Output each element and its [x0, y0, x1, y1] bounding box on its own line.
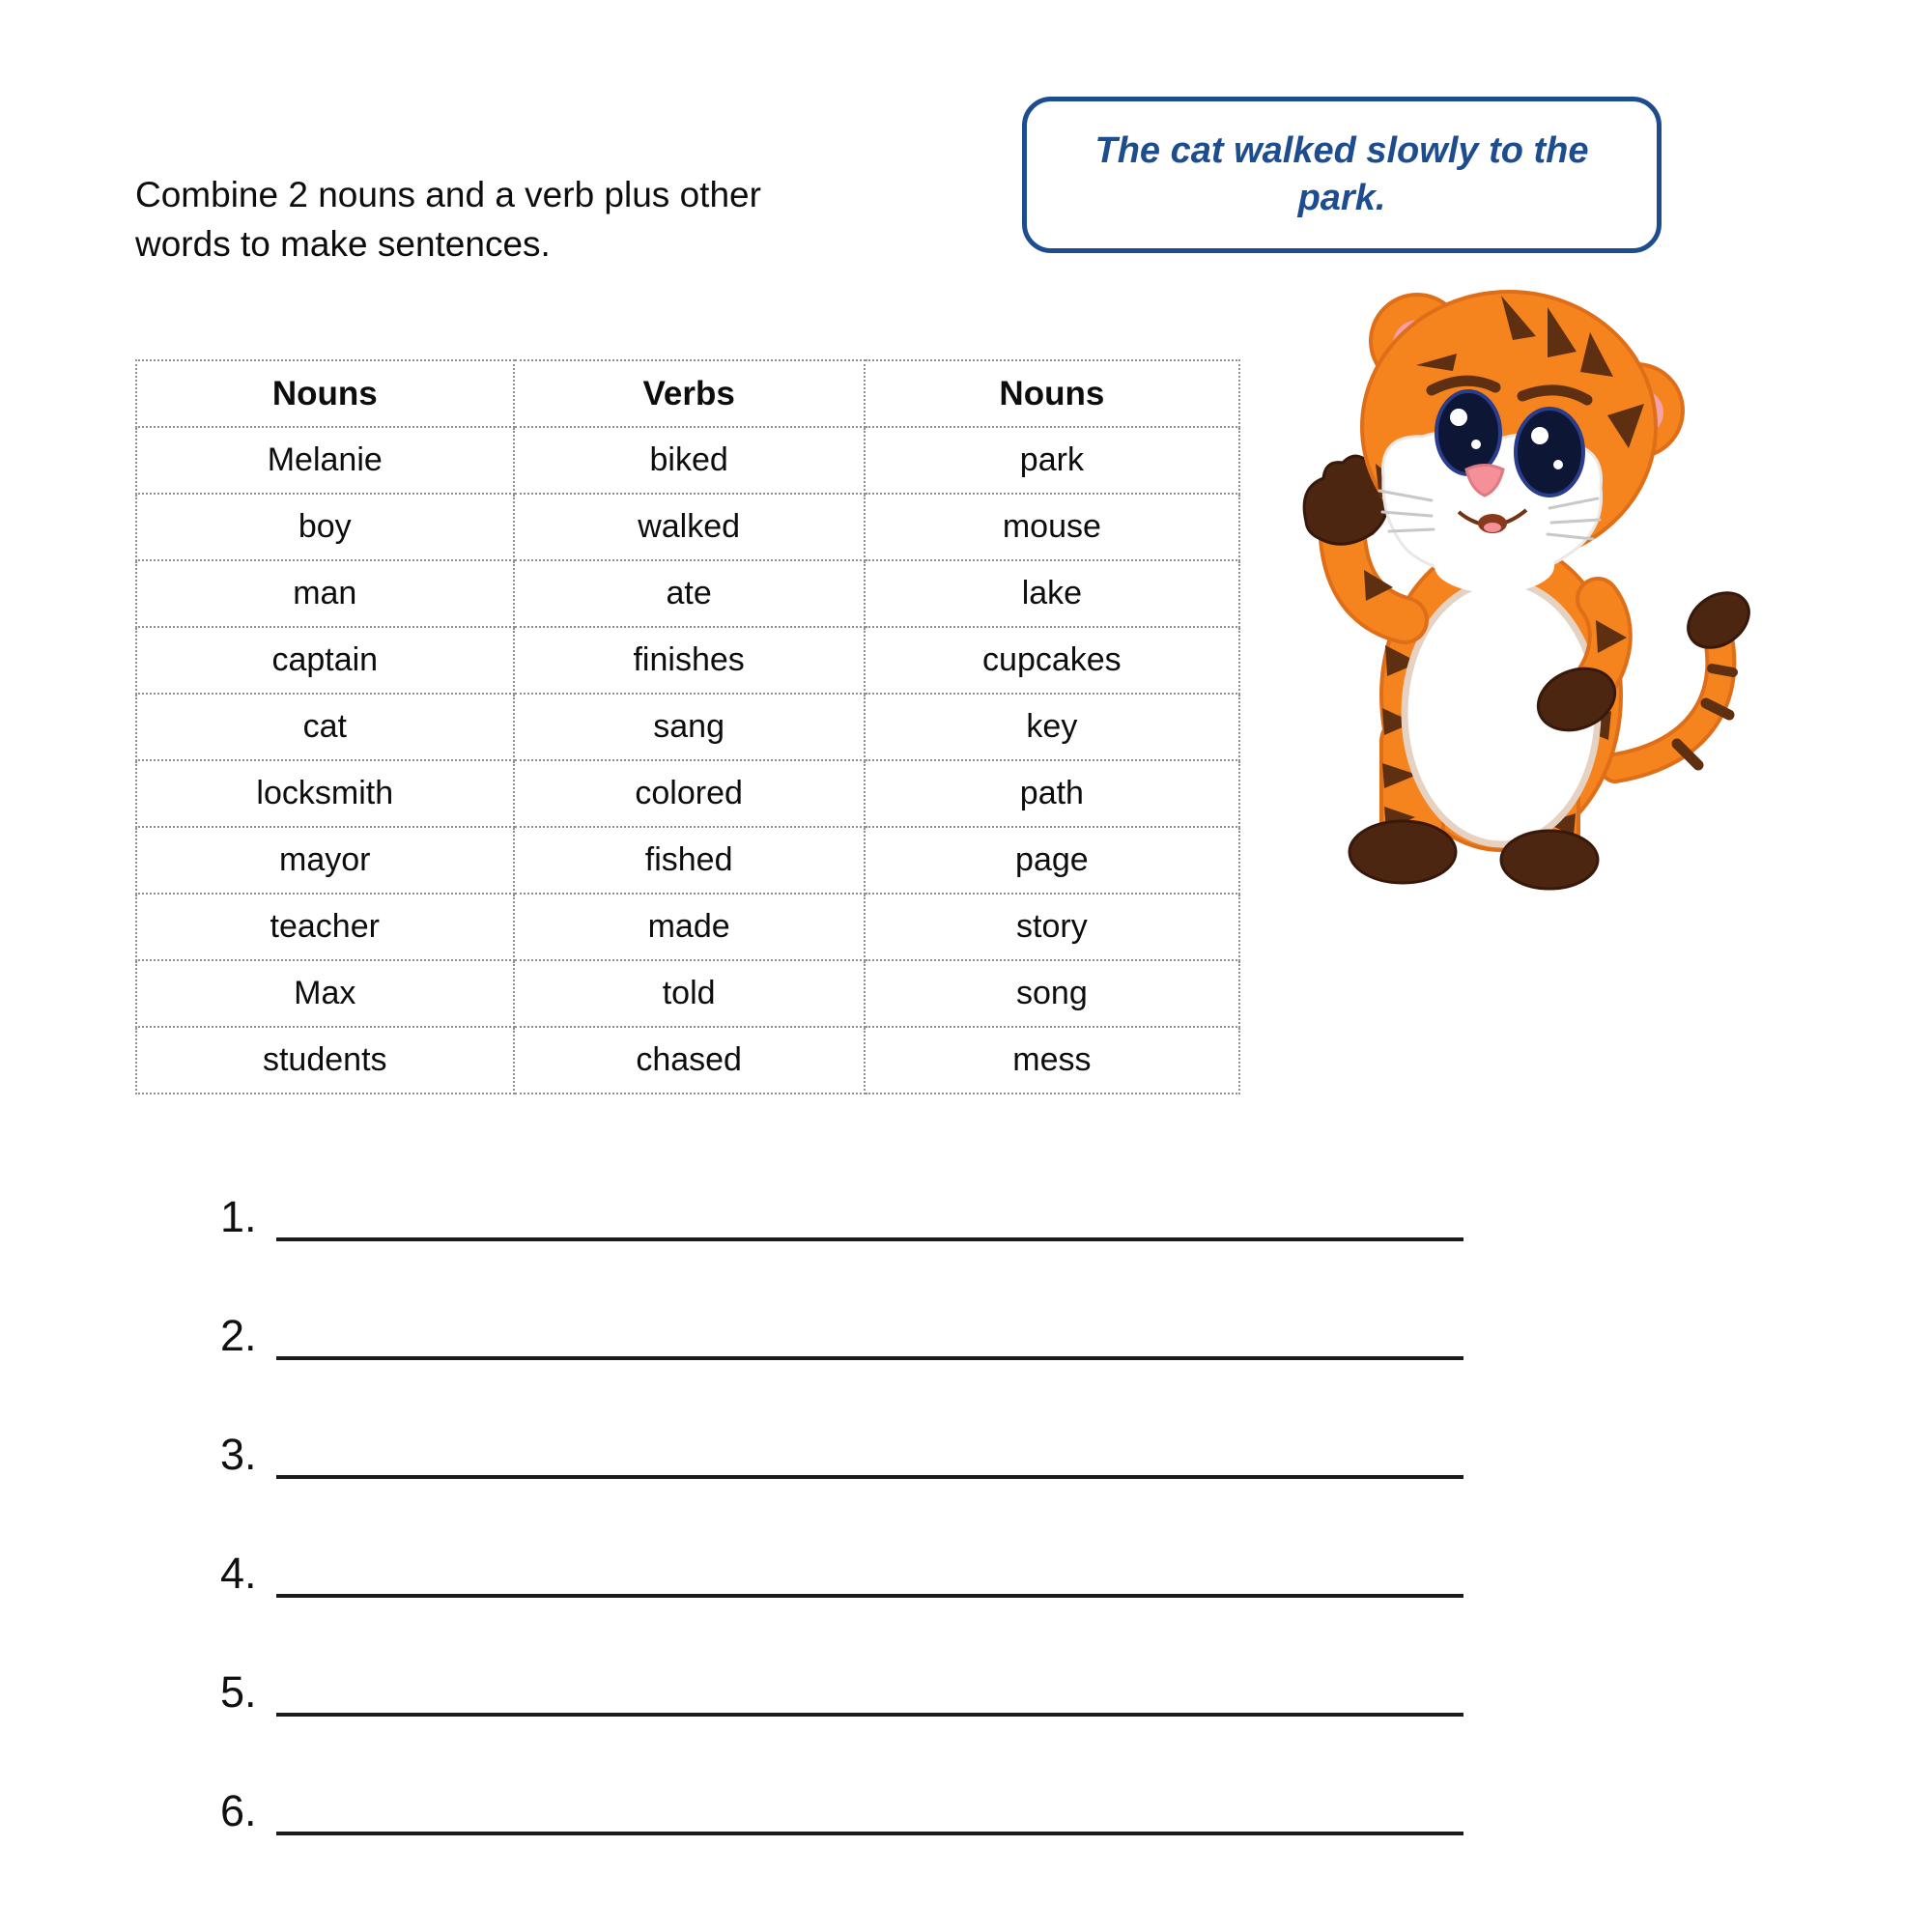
- sentence-number: 6.: [220, 1786, 257, 1835]
- word-table-body: [136, 427, 1239, 1094]
- table-cell: cupcakes: [865, 627, 1239, 694]
- table-cell: biked: [514, 427, 865, 494]
- table-row: [136, 1027, 1239, 1094]
- table-header-row: [136, 360, 1239, 427]
- table-cell: mayor: [136, 827, 514, 894]
- sentence-number: 2.: [220, 1311, 257, 1360]
- header-verbs: Verbs: [514, 360, 865, 427]
- table-row: [136, 760, 1239, 827]
- table-cell: story: [865, 894, 1239, 960]
- word-table: [135, 359, 1240, 1094]
- sentence-blank-line[interactable]: [276, 1183, 1463, 1241]
- example-sentence-box: [1022, 97, 1662, 253]
- table-cell: made: [514, 894, 865, 960]
- table-cell: lake: [865, 560, 1239, 627]
- table-cell: mess: [865, 1027, 1239, 1094]
- sentence-list: [220, 1180, 1463, 1893]
- table-cell: finishes: [514, 627, 865, 694]
- tiger-illustration: [1287, 280, 1762, 906]
- table-cell: man: [136, 560, 514, 627]
- table-cell: told: [514, 960, 865, 1027]
- instructions: [135, 170, 869, 269]
- sentence-row: [220, 1775, 1463, 1833]
- sentence-number: 3.: [220, 1430, 257, 1479]
- table-cell: cat: [136, 694, 514, 760]
- example-sentence-text: The cat walked slowly to the park.: [1094, 129, 1589, 218]
- table-row: [136, 960, 1239, 1027]
- sentence-row: [220, 1299, 1463, 1360]
- table-cell: locksmith: [136, 760, 514, 827]
- table-cell: sang: [514, 694, 865, 760]
- header-nouns-2: Nouns: [865, 360, 1239, 427]
- sentence-blank-line[interactable]: [276, 1777, 1463, 1835]
- sentence-row: [220, 1418, 1463, 1479]
- instructions-line-1: Combine 2 nouns and a verb plus other: [135, 175, 761, 214]
- tiger-tail: [1615, 582, 1759, 768]
- table-row: [136, 427, 1239, 494]
- sentence-blank-line[interactable]: [276, 1302, 1463, 1360]
- table-cell: key: [865, 694, 1239, 760]
- tiger-svg: [1287, 280, 1762, 906]
- table-row: [136, 627, 1239, 694]
- table-cell: fished: [514, 827, 865, 894]
- table-row: [136, 694, 1239, 760]
- table-cell: page: [865, 827, 1239, 894]
- table-cell: path: [865, 760, 1239, 827]
- instructions-line-2: words to make sentences.: [135, 224, 551, 265]
- table-cell: park: [865, 427, 1239, 494]
- header-nouns-1: Nouns: [136, 360, 514, 427]
- sentence-blank-line[interactable]: [276, 1659, 1463, 1717]
- table-row: [136, 894, 1239, 960]
- sentence-row: [220, 1656, 1463, 1717]
- tiger-head: [1362, 292, 1656, 593]
- sentence-number: 5.: [220, 1667, 257, 1717]
- sentence-row: [220, 1537, 1463, 1598]
- table-row: [136, 560, 1239, 627]
- table-cell: captain: [136, 627, 514, 694]
- sentence-blank-line[interactable]: [276, 1540, 1463, 1598]
- table-row: [136, 494, 1239, 560]
- table-row: [136, 827, 1239, 894]
- table-cell: boy: [136, 494, 514, 560]
- table-cell: chased: [514, 1027, 865, 1094]
- table-cell: walked: [514, 494, 865, 560]
- sentence-blank-line[interactable]: [276, 1421, 1463, 1479]
- table-cell: colored: [514, 760, 865, 827]
- table-cell: song: [865, 960, 1239, 1027]
- sentence-number: 1.: [220, 1192, 257, 1241]
- table-cell: mouse: [865, 494, 1239, 560]
- sentence-row: [220, 1180, 1463, 1241]
- table-cell: Max: [136, 960, 514, 1027]
- table-cell: students: [136, 1027, 514, 1094]
- table-cell: ate: [514, 560, 865, 627]
- table-cell: Melanie: [136, 427, 514, 494]
- table-cell: teacher: [136, 894, 514, 960]
- word-table-header: [136, 360, 1239, 427]
- sentence-number: 4.: [220, 1548, 257, 1598]
